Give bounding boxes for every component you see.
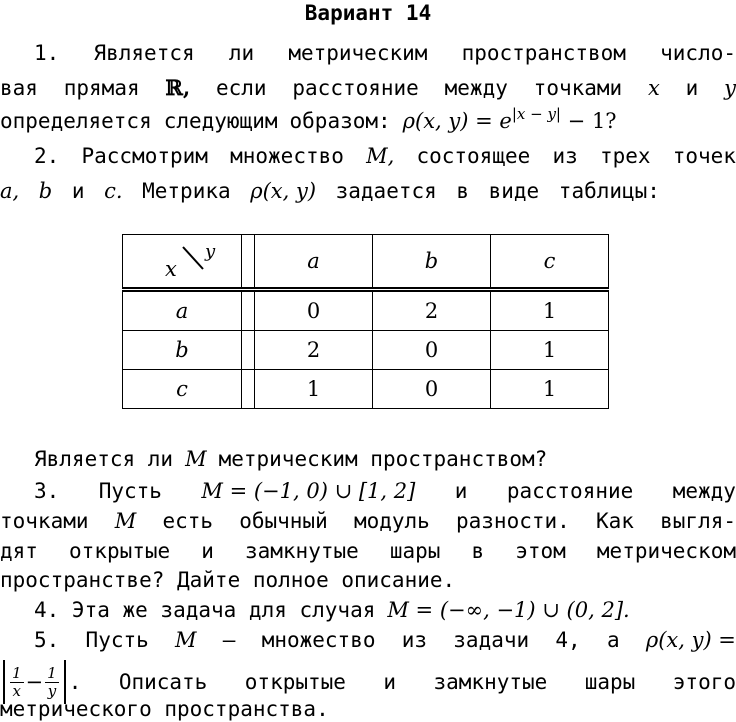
word: замкнутые <box>244 539 359 563</box>
word: вая <box>0 76 38 100</box>
problem-1-line-2 <box>0 75 736 101</box>
set-definition: M = (−∞, −1) ∪ (0, 2]. <box>387 598 630 622</box>
problem-4-text: 4. Эта же задача для случая <box>34 598 376 622</box>
problem-2-line-2 <box>0 178 660 204</box>
table-row <box>123 331 609 370</box>
metric-symbol: ρ(x, y) <box>250 179 317 203</box>
table-spacer-cell <box>242 370 255 409</box>
word: Описать <box>118 670 208 694</box>
word: между <box>444 76 508 100</box>
real-line-symbol: ℝ, <box>165 75 191 100</box>
problem-5-tail: метрического пространства. <box>0 697 329 721</box>
word: 4, <box>555 628 581 652</box>
var-y: y <box>724 76 736 100</box>
word: 5. <box>34 628 60 652</box>
word: метрическим <box>288 41 428 65</box>
question-pre: Является ли <box>34 447 174 471</box>
word: множество <box>261 628 376 652</box>
table-cell: 0 <box>373 331 491 370</box>
word: 2. <box>34 144 60 168</box>
table-row <box>123 370 609 409</box>
word: Рассмотрим <box>81 144 208 168</box>
problem-3-tail: пространстве? Дайте полное описание. <box>0 568 456 592</box>
problem-3-line-1 <box>0 478 736 504</box>
table-spacer-cell <box>242 290 255 331</box>
point-b: b <box>38 179 53 203</box>
word: этого <box>672 670 736 694</box>
word: определяется <box>0 109 152 133</box>
word: число- <box>660 41 736 65</box>
word: расстояние <box>292 76 419 100</box>
problem-3-line-4 <box>0 567 736 593</box>
frac-denominator: y <box>47 681 57 700</box>
word: выгля- <box>660 509 736 533</box>
word: есть <box>162 509 214 533</box>
word: пространством <box>461 41 626 65</box>
word: состоящее <box>416 144 531 168</box>
frac-denominator: x <box>12 681 21 700</box>
frac-numerator: 1 <box>47 663 57 682</box>
metric-formula <box>402 105 617 136</box>
word: между <box>672 479 736 503</box>
col-header-a: a <box>255 235 373 290</box>
word: расстояние <box>506 479 634 503</box>
table-spacer-cell <box>242 331 255 370</box>
word: обычный <box>239 509 328 533</box>
word: ли <box>228 41 255 65</box>
word: следующим <box>163 109 278 133</box>
question-post: метрическим пространством? <box>218 447 548 471</box>
word: замкнутые <box>433 670 548 694</box>
word: прямая <box>63 76 140 100</box>
word: в <box>471 539 485 563</box>
table-header-row <box>123 235 609 290</box>
word: и <box>71 179 85 203</box>
row-header-c: c <box>123 370 242 409</box>
word: 3. <box>34 479 60 503</box>
frac-numerator: 1 <box>12 663 22 682</box>
row-header-b: b <box>123 331 242 370</box>
word: 1. <box>34 41 60 65</box>
word: задачи <box>453 628 530 652</box>
word: шары <box>389 539 441 563</box>
word: Является <box>93 41 195 65</box>
formula-rhs: − 1? <box>561 109 617 133</box>
table-cell: 2 <box>255 331 373 370</box>
table-cell: 0 <box>373 370 491 409</box>
corner-x: x <box>165 256 177 281</box>
word: Пусть <box>98 479 162 503</box>
page-title: Вариант 14 <box>304 1 432 25</box>
metric-table <box>122 234 609 409</box>
table-cell: 0 <box>255 290 373 331</box>
word: модуль <box>353 509 430 533</box>
col-header-c: c <box>491 235 609 290</box>
point-a: a, <box>0 179 20 203</box>
problem-1-line-1 <box>0 40 736 66</box>
table-cell: 1 <box>491 331 609 370</box>
problem-5-line-3 <box>0 696 736 722</box>
word: задается <box>335 179 437 203</box>
word: и <box>454 479 468 503</box>
word: и <box>685 76 699 100</box>
word: точек <box>672 144 736 168</box>
formula-lhs: ρ(x, y) = e <box>402 109 512 133</box>
word: шары <box>584 670 636 694</box>
word: из <box>552 144 578 168</box>
word: этом <box>515 539 566 563</box>
problem-4-line <box>0 597 736 623</box>
corner-diagonal <box>137 239 227 279</box>
em-dash: — <box>222 628 236 652</box>
table-cell: 1 <box>255 370 373 409</box>
period: . <box>68 670 82 694</box>
table-cell: 2 <box>373 290 491 331</box>
word: и <box>383 670 397 694</box>
fraction-1-over-y <box>45 665 59 700</box>
set-m: M <box>185 447 207 471</box>
table-spacer-cell <box>242 235 255 290</box>
col-header-b: b <box>373 235 491 290</box>
corner-y: y <box>205 240 216 262</box>
word: метрическом <box>596 539 736 563</box>
table-corner-cell <box>123 235 242 290</box>
word: трех <box>599 144 651 168</box>
word: и <box>201 539 214 563</box>
problem-3-line-2 <box>0 508 736 534</box>
word: открытые <box>244 670 346 694</box>
formula-exponent: |x − y| <box>511 105 561 123</box>
word: Метрика <box>142 179 231 203</box>
metric-symbol: ρ(x, y) = <box>645 628 736 652</box>
word: таблицы: <box>558 179 660 203</box>
set-m: M <box>175 628 197 652</box>
word: если <box>216 76 267 100</box>
question-line <box>0 446 736 472</box>
problem-1-line-3 <box>0 105 736 136</box>
table-row <box>123 290 609 331</box>
word: точками <box>533 76 623 100</box>
fraction-1-over-x <box>10 665 24 700</box>
set-m: M <box>114 509 137 533</box>
table-cell: 1 <box>491 370 609 409</box>
problem-3-line-3 <box>0 538 736 564</box>
word: виде <box>488 179 540 203</box>
word: Пусть <box>85 628 149 652</box>
word: образом: <box>289 109 391 133</box>
set-definition: M = (−1, 0) ∪ [1, 2] <box>201 479 416 503</box>
word: а <box>606 628 620 652</box>
var-x: x <box>648 76 660 100</box>
point-c: c. <box>104 179 123 203</box>
word: из <box>401 628 428 652</box>
problem-5-line-1 <box>0 627 736 653</box>
minus-sign: − <box>25 670 44 694</box>
word: точками <box>0 509 89 533</box>
word: открытые <box>69 539 171 563</box>
word: множество <box>230 144 344 168</box>
word: в <box>456 179 470 203</box>
set-m: M, <box>366 144 395 168</box>
problem-2-line-1 <box>0 143 736 169</box>
word: Как <box>596 509 634 533</box>
table-cell: 1 <box>491 290 609 331</box>
row-header-a: a <box>123 290 242 331</box>
word: дят <box>0 539 38 563</box>
word: разности. <box>456 509 570 533</box>
